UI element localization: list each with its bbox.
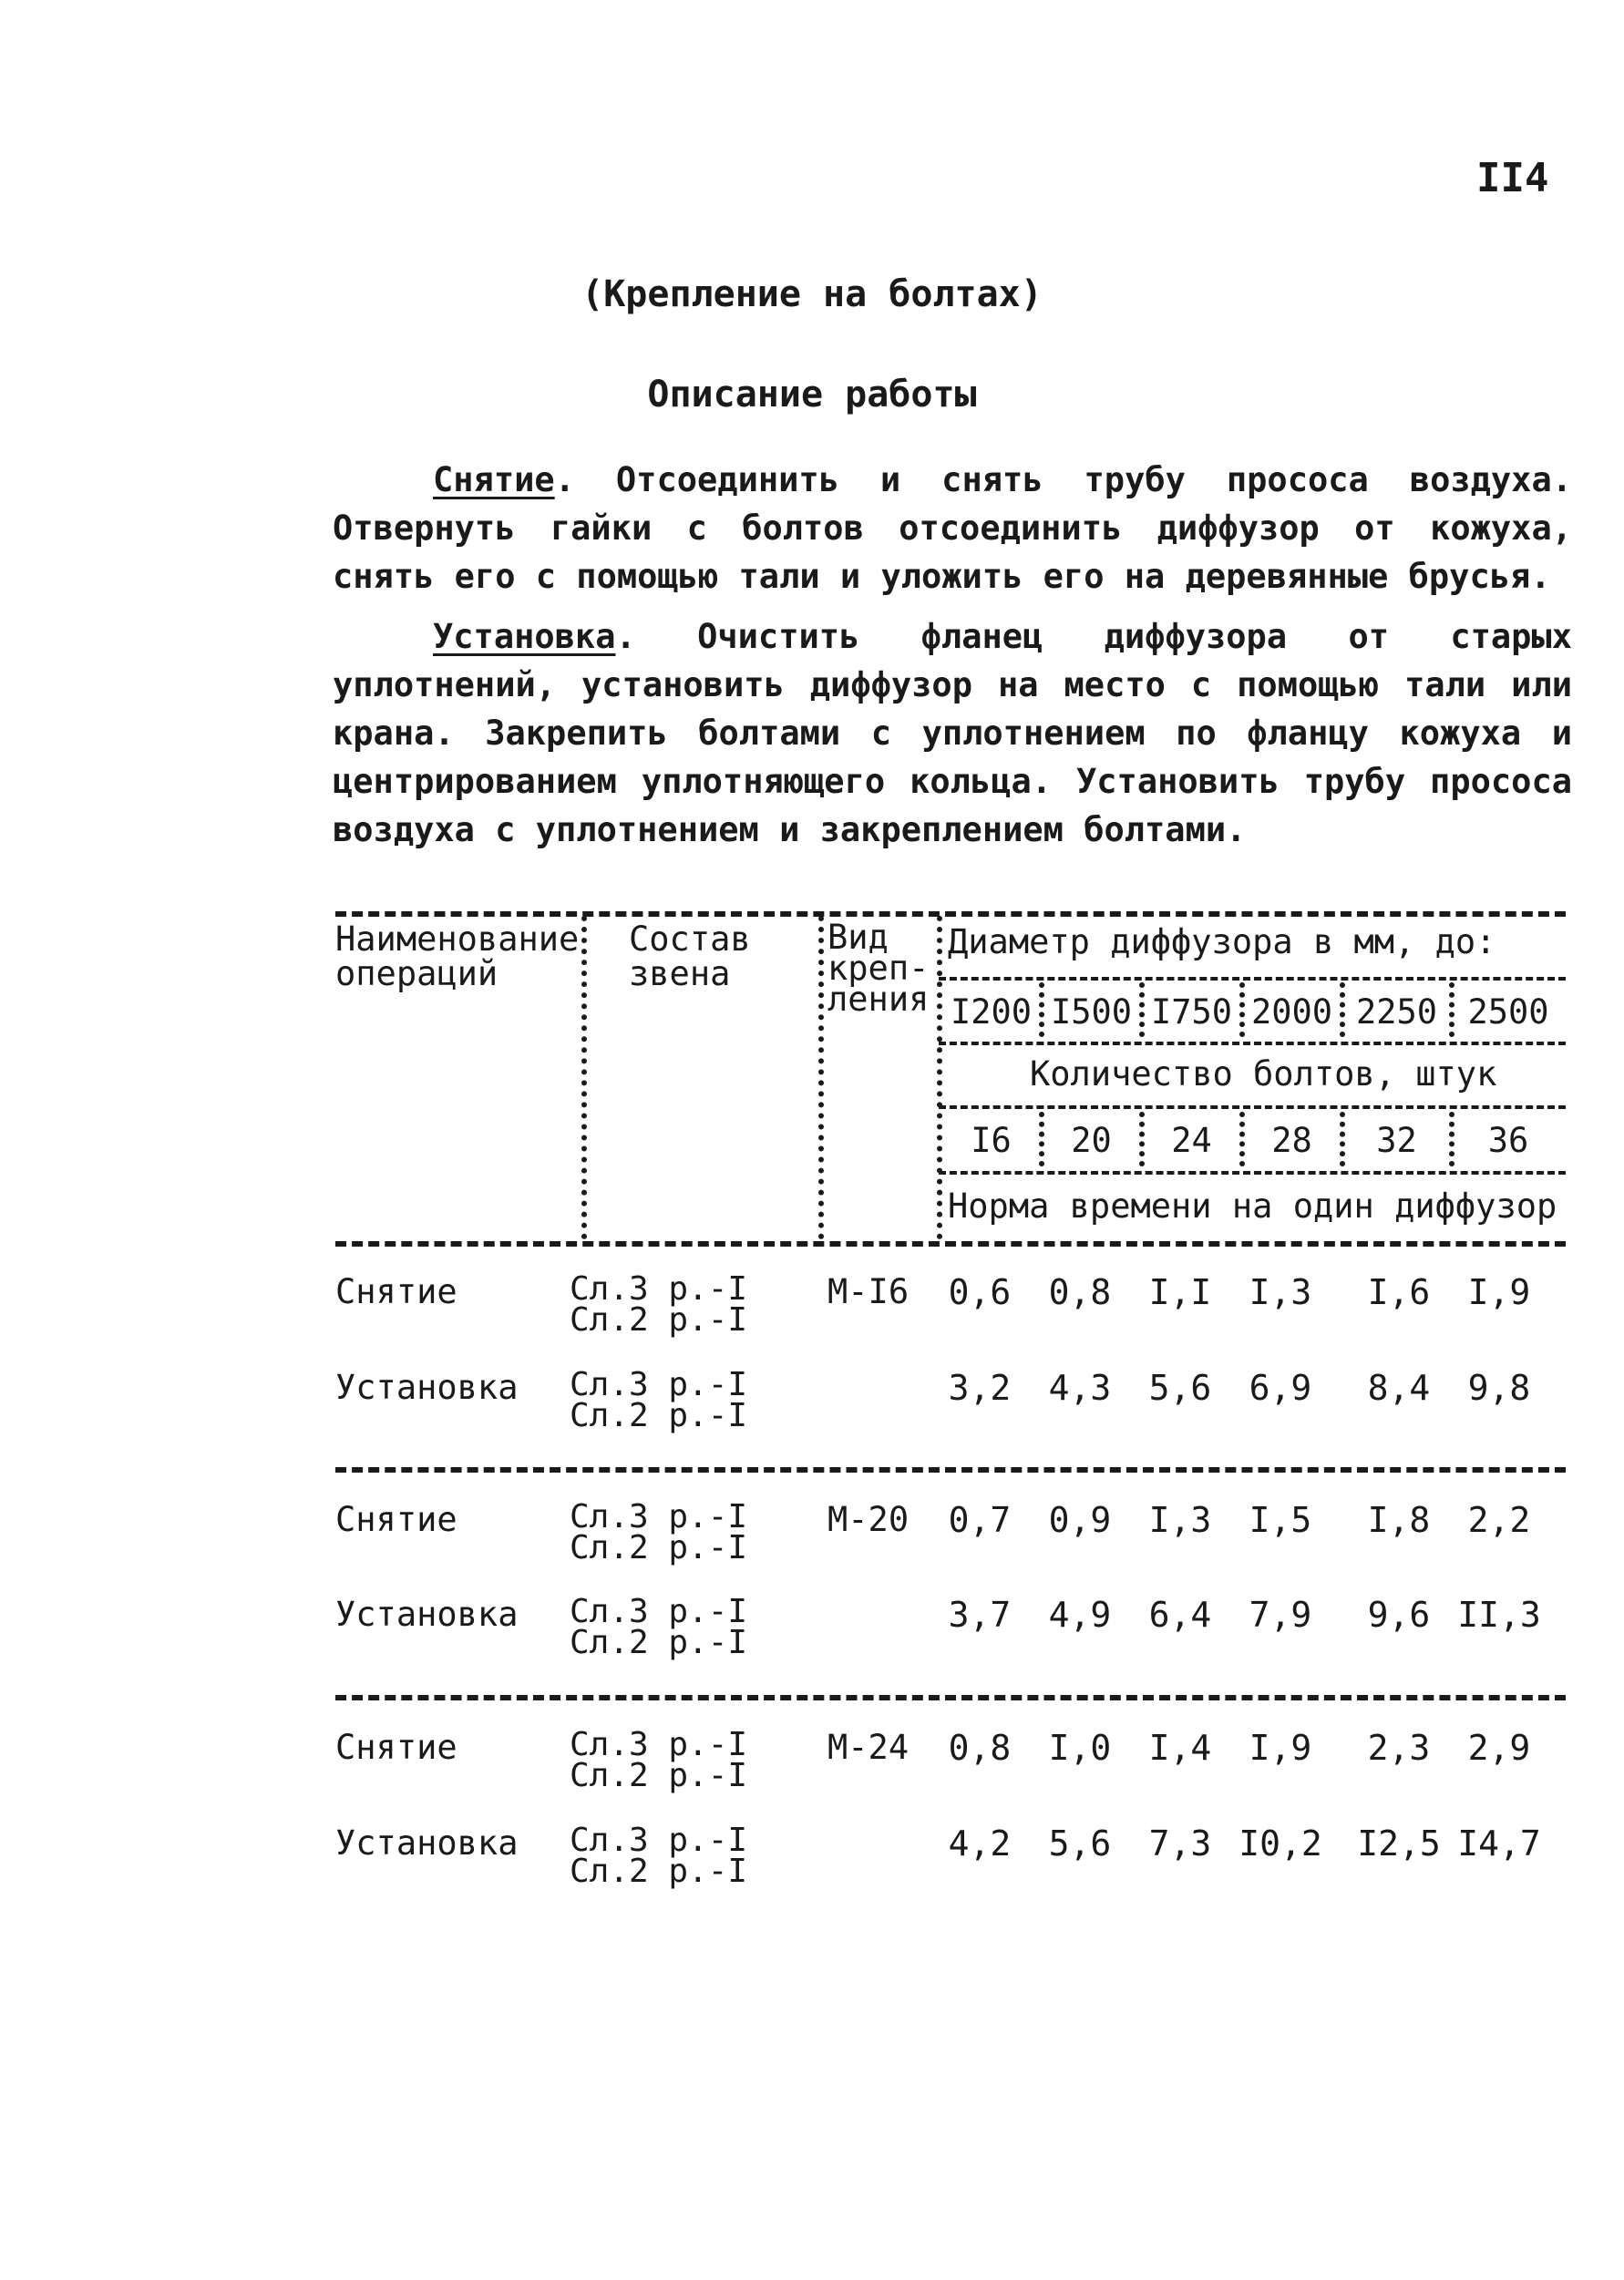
value-cell: I,0 (1048, 1728, 1112, 1768)
operation-label: Снятие (335, 1728, 457, 1767)
value-cell: I4,7 (1457, 1823, 1541, 1864)
operation-label: Установка (335, 1595, 519, 1634)
value-cell: I,9 (1249, 1728, 1312, 1768)
header-norm-title: Норма времени на один диффузор (948, 1186, 1557, 1226)
paragraph-text: . Отсоединить и снять трубу прососа воздуха. Отвернуть гайки с болтов отсоединить диффузор от кожуха, снять его с помощью тали и уложить его на деревянные брусья. (333, 460, 1572, 596)
paragraph-installation (333, 612, 1572, 854)
bolts-value: 20 (1071, 1121, 1112, 1160)
crew-cell: Сл.3 р.-I Сл.2 р.-I (570, 1270, 748, 1339)
paragraph-removal (333, 456, 1572, 601)
value-cell: 2,3 (1367, 1728, 1431, 1768)
value-cell: 6,9 (1249, 1368, 1312, 1408)
value-cell: I,6 (1367, 1272, 1431, 1312)
header-crew: Состав звена (629, 919, 751, 993)
value-cell: 0,8 (1048, 1272, 1112, 1312)
value-cell: I,3 (1249, 1272, 1312, 1312)
operation-label: Снятие (335, 1500, 457, 1539)
value-cell: II,3 (1457, 1595, 1541, 1635)
value-cell: 6,4 (1148, 1595, 1212, 1635)
crew-cell: Сл.3 р.-I Сл.2 р.-I (570, 1366, 748, 1434)
diameter-value: I750 (1150, 992, 1233, 1032)
diameter-values-rule (939, 1042, 1566, 1045)
value-cell: 0,6 (948, 1272, 1012, 1312)
crew-cell: Сл.3 р.-I Сл.2 р.-I (570, 1822, 748, 1890)
section-heading: (Крепление на болтах) (581, 273, 1043, 315)
diameter-value: 2250 (1355, 992, 1438, 1032)
header-bottom-rule (335, 1241, 1566, 1247)
bolts-value: I6 (971, 1121, 1012, 1160)
section-subheading: Описание работы (647, 374, 977, 416)
table-top-rule (335, 911, 1566, 917)
value-cell: 0,7 (948, 1500, 1012, 1540)
bolts-value: 24 (1171, 1121, 1212, 1160)
fastening-cell: М-24 (827, 1728, 910, 1767)
diameter-value: I200 (950, 992, 1033, 1032)
value-cell: I,9 (1467, 1272, 1531, 1312)
value-cell: 9,6 (1367, 1595, 1431, 1635)
paragraph-lead: Установка (433, 617, 616, 656)
value-cell: I0,2 (1239, 1823, 1322, 1864)
paragraph-text: . Очистить фланец диффузора от старых уплотнений, установить диффузор на место с помощью тали или крана. Закрепить болтами с уплотнением по фланцу кожуха и центрированием уплотняющего кольца. Установить трубу прососа воздуха с уплотнением и закреплением болтами. (333, 617, 1572, 849)
value-cell: 4,3 (1048, 1368, 1112, 1408)
bolts-values-rule (939, 1171, 1566, 1175)
operation-label: Установка (335, 1823, 519, 1863)
group-separator (335, 1695, 1566, 1700)
value-cell: 7,3 (1148, 1823, 1212, 1864)
header-operation: Наименование операций (335, 919, 580, 993)
fastening-cell: М-I6 (827, 1272, 910, 1311)
header-fastening: Вид креп- ления (827, 918, 930, 1019)
value-cell: 4,9 (1048, 1595, 1112, 1635)
value-cell: 5,6 (1148, 1368, 1212, 1408)
page-number: II4 (1476, 155, 1549, 201)
header-diameter-title: Диаметр диффузора в мм, до: (948, 922, 1496, 961)
crew-cell: Сл.3 р.-I Сл.2 р.-I (570, 1498, 748, 1566)
operation-label: Установка (335, 1368, 519, 1407)
column-divider (937, 916, 942, 1239)
value-cell: I,3 (1148, 1500, 1212, 1540)
diameter-value: I500 (1050, 992, 1133, 1032)
crew-cell: Сл.3 р.-I Сл.2 р.-I (570, 1593, 748, 1661)
bolts-value: 36 (1487, 1121, 1529, 1160)
value-cell: 9,8 (1467, 1368, 1531, 1408)
value-cell: 4,2 (948, 1823, 1012, 1864)
column-divider (818, 916, 824, 1239)
bolts-title-rule (939, 1105, 1566, 1109)
value-cell: 3,7 (948, 1595, 1012, 1635)
crew-cell: Сл.3 р.-I Сл.2 р.-I (570, 1726, 748, 1794)
bolts-value: 32 (1376, 1121, 1417, 1160)
value-cell: 7,9 (1249, 1595, 1312, 1635)
value-cell: I2,5 (1357, 1823, 1441, 1864)
group-separator (335, 1467, 1566, 1473)
operation-label: Снятие (335, 1272, 457, 1311)
value-cell: I,8 (1367, 1500, 1431, 1540)
value-cell: 5,6 (1048, 1823, 1112, 1864)
header-bolts-title: Количество болтов, штук (1030, 1054, 1497, 1094)
value-cell: 0,8 (948, 1728, 1012, 1768)
value-cell: 2,2 (1467, 1500, 1531, 1540)
value-cell: I,5 (1249, 1500, 1312, 1540)
fastening-cell: М-20 (827, 1500, 910, 1539)
value-cell: 2,9 (1467, 1728, 1531, 1768)
value-cell: 3,2 (948, 1368, 1012, 1408)
bolts-value: 28 (1271, 1121, 1312, 1160)
diameter-value: 2500 (1467, 992, 1549, 1032)
value-cell: 8,4 (1367, 1368, 1431, 1408)
value-cell: I,I (1148, 1272, 1212, 1312)
value-cell: 0,9 (1048, 1500, 1112, 1540)
value-cell: I,4 (1148, 1728, 1212, 1768)
diameter-value: 2000 (1250, 992, 1333, 1032)
paragraph-lead: Снятие (433, 460, 555, 499)
column-divider (581, 916, 587, 1239)
diameter-title-rule (939, 977, 1566, 981)
